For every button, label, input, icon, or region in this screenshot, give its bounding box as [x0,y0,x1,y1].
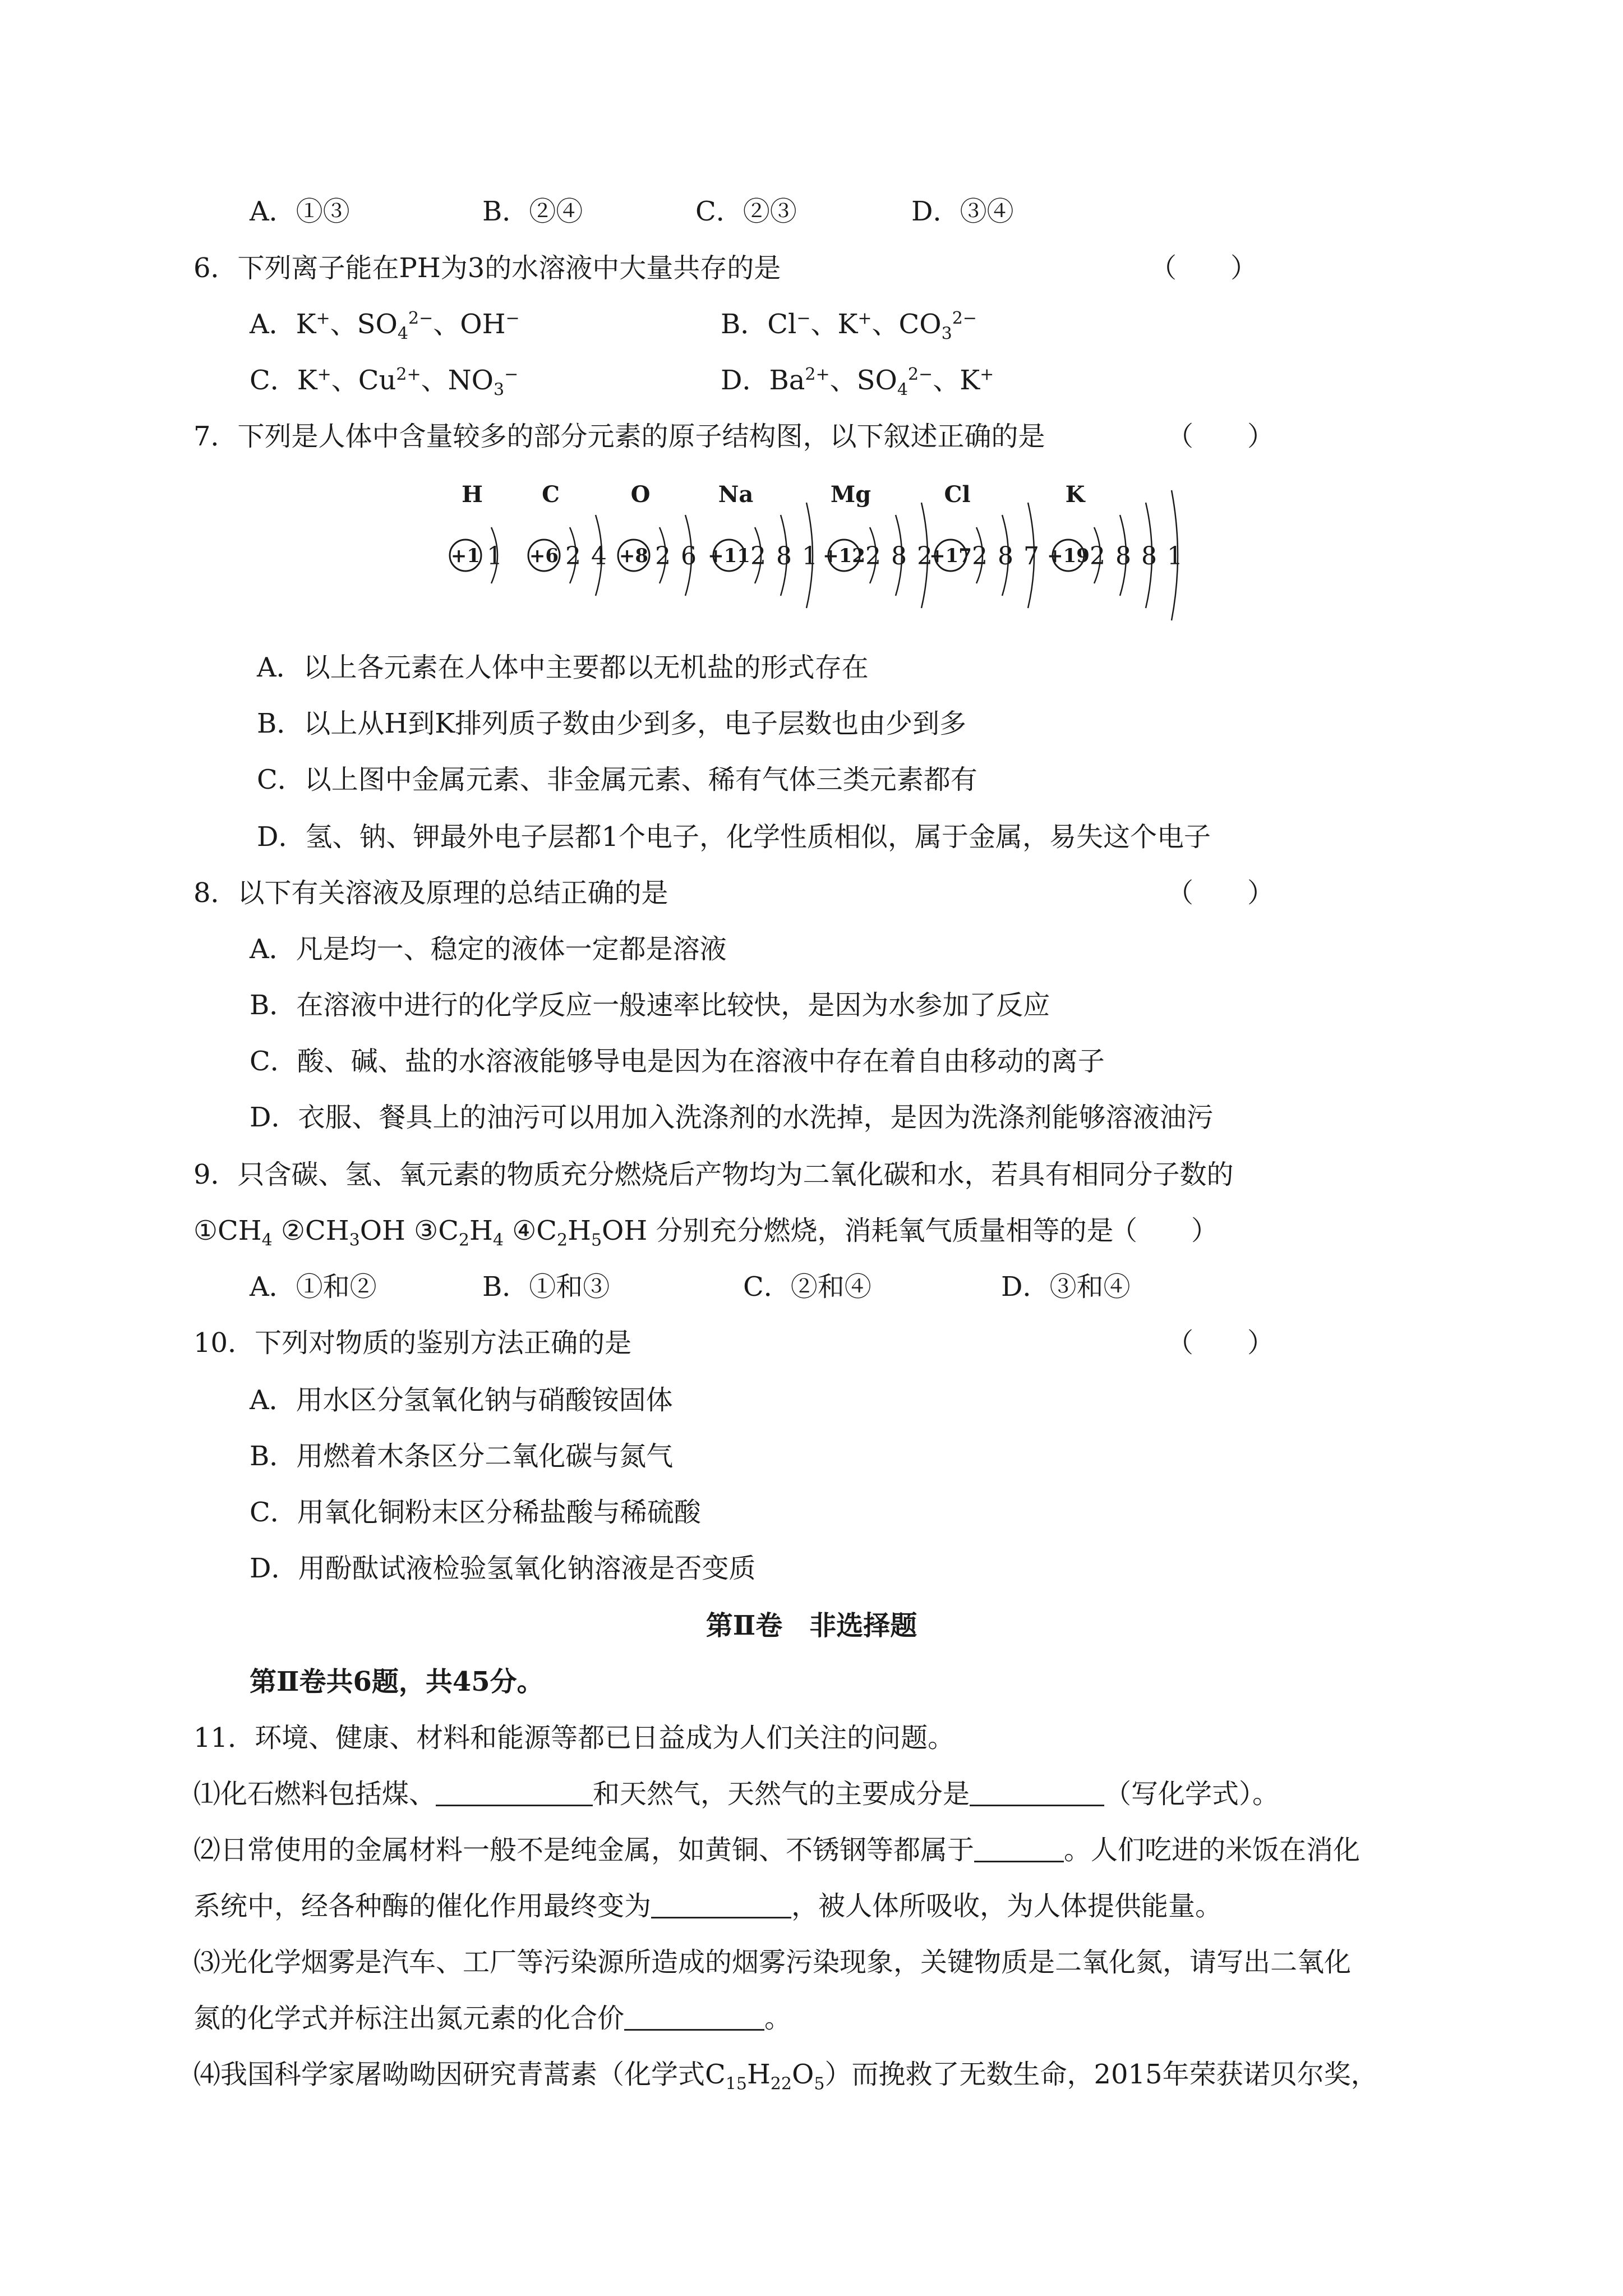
shell-electron-count: 2 [565,542,581,570]
element-symbol: Mg [830,481,872,508]
atom-k [1047,481,1183,620]
section2-title: 第Ⅱ卷 非选择题 [706,1610,917,1641]
q10-option-d: D．用酚酞试液检验氢氧化钠溶液是否变质 [250,1553,756,1584]
nuclear-charge: +19 [1047,545,1090,567]
atom-o [618,481,697,596]
nuclear-charge: +1 [450,545,481,567]
q10-answer-paren: （ ） [1166,1327,1275,1359]
shell-electron-count: 8 [776,542,792,570]
nuclear-charge: +6 [529,545,559,567]
shell-electron-count: 8 [1141,542,1157,570]
q11-stem: 11．环境、健康、材料和能源等都已日益成为人们关注的问题。 [193,1722,955,1754]
q7-stem: 7．下列是人体中含量较多的部分元素的原子结构图，以下叙述正确的是 [193,421,1045,452]
q7-option-c: C．以上图中金属元素、非金属元素、稀有气体三类元素都有 [257,764,978,795]
q7-option-a: A．以上各元素在人体中主要都以无机盐的形式存在 [257,652,869,683]
atom-c [528,481,607,596]
q9-option-b: B．①和③ [482,1271,610,1303]
shell-electron-count: 1 [802,542,818,570]
q8-option-b: B．在溶液中进行的化学反应一般速率比较快，是因为水参加了反应 [250,990,1050,1021]
q11-part2-line2: 系统中，经各种酶的催化作用最终变为 ，被人体所吸收，为人体提供能量。 [193,1890,1223,1922]
q8-answer-paren: （ ） [1166,877,1275,909]
q11-part2: ⑵日常使用的金属材料一般不是纯金属，如黄铜、不锈钢等都属于 。人们吃进的米饭在消化 [193,1834,1361,1866]
shell-electron-count: 8 [1115,542,1131,570]
shell-electron-count: 1 [487,542,502,570]
q5-option-d: D．③④ [911,196,1014,227]
q7-option-d: D．氢、钠、钾最外电子层都1个电子，化学性质相似，属于金属，易失这个电子 [257,821,1211,853]
element-symbol: Cl [944,481,971,508]
q8-option-a: A．凡是均一、稳定的液体一定都是溶液 [250,933,727,965]
atomic-structure-diagram [443,477,1273,623]
shell-electron-count: 2 [1090,542,1105,570]
q11-blank-5[interactable] [624,2004,764,2031]
q9-option-c: C．②和④ [743,1271,872,1303]
element-symbol: Na [718,481,754,508]
q9-stem: 9．只含碳、氢、氧元素的物质充分燃烧后产物均为二氧化碳和水，若具有相同分子数的 [193,1159,1234,1190]
q8-option-d: D．衣服、餐具上的油污可以用加入洗涤剂的水洗掉，是因为洗涤剂能够溶液油污 [250,1102,1214,1133]
shell-electron-count: 7 [1023,542,1039,570]
q7-answer-paren: （ ） [1166,421,1275,452]
element-symbol: K [1065,481,1085,508]
shell-electron-count: 6 [681,542,697,570]
q9-option-d: D．③和④ [1001,1271,1131,1303]
element-symbol: H [462,481,483,508]
q6-option-d: D．$Ba^{2+}$、$SO_4^{2-}$、K+ [721,365,994,400]
shell-electron-count: 2 [972,542,988,570]
q10-stem: 10．下列对物质的鉴别方法正确的是 [193,1327,632,1359]
nuclear-charge: +17 [929,545,972,567]
q8-option-c: C．酸、碱、盐的水溶液能够导电是因为在溶液中存在着自由移动的离子 [250,1046,1105,1077]
q11-blank-1[interactable] [436,1780,593,1806]
shell-electron-count: 8 [891,542,907,570]
q6-option-a: A．K+、$SO_4^{2-}$、OH− [250,309,520,344]
q6-option-b: B．Cl−、K+、$CO_3^{2-}$ [721,309,977,344]
section2-note: 第Ⅱ卷共6题，共45分。 [250,1666,544,1697]
q6-answer-paren: （ ） [1150,252,1258,284]
q5-option-a: A．①③ [250,196,350,227]
q8-stem: 8．以下有关溶液及原理的总结正确的是 [193,877,668,909]
shell-electron-count: 4 [591,542,607,570]
q11-part1: ⑴化石燃料包括煤、 和天然气，天然气的主要成分是 （写化学式）。 [193,1778,1280,1810]
shell-electron-count: 1 [1167,542,1183,570]
q11-part3: ⑶光化学烟雾是汽车、工厂等污染源所造成的烟雾污染现象，关键物质是二氧化氮，请写出二氧化 [193,1947,1352,1978]
nuclear-charge: +12 [823,545,865,567]
atom-cl [929,481,1039,608]
nuclear-charge: +11 [708,545,750,567]
q10-option-b: B．用燃着木条区分二氧化碳与氮气 [250,1441,674,1472]
q9-option-a: A．①和② [250,1271,377,1303]
q11-blank-3[interactable] [974,1836,1064,1862]
element-symbol: O [630,481,651,508]
q6-option-c: C．K+、$Cu^{2+}$、$NO_3^-$ [250,365,519,400]
q11-blank-2[interactable] [970,1780,1104,1806]
shell-electron-count: 2 [917,542,933,570]
shell-electron-count: 2 [750,542,766,570]
q11-blank-4[interactable] [651,1892,791,1918]
element-symbol: C [542,481,560,508]
q10-option-c: C．用氧化铜粉末区分稀盐酸与稀硫酸 [250,1497,701,1528]
q7-option-b: B．以上从H到K排列质子数由少到多，电子层数也由少到多 [257,708,966,739]
shell-electron-count: 8 [998,542,1013,570]
q9-stem-line2: $①CH_4$ $②CH_3OH$ $③C_2H_4$ $④C_2H_5OH$ 分别充分燃烧，消耗氧气质量相等的是 [193,1215,1114,1250]
atom-mg [823,481,933,608]
shell-electron-count: 2 [655,542,671,570]
q11-part3-line2: 氮的化学式并标注出氮元素的化合价 。 [193,2003,792,2034]
q5-option-b: B．②④ [482,196,583,227]
q5-option-c: C．②③ [695,196,797,227]
q11-part4: ⑷我国科学家屠呦呦因研究青蒿素（化学式$C_{15}H_{22}O_5$）而挽救了无数生命，2015年荣获诺贝尔奖， [193,2059,1378,2094]
q6-stem: 6．下列离子能在PH为3的水溶液中大量共存的是 [193,252,781,284]
atom-h [450,481,502,583]
nuclear-charge: +8 [619,545,649,567]
atom-na [708,481,818,608]
q9-answer-paren: （ ） [1110,1215,1219,1246]
shell-electron-count: 2 [865,542,881,570]
q10-option-a: A．用水区分氢氧化钠与硝酸铵固体 [250,1384,673,1416]
